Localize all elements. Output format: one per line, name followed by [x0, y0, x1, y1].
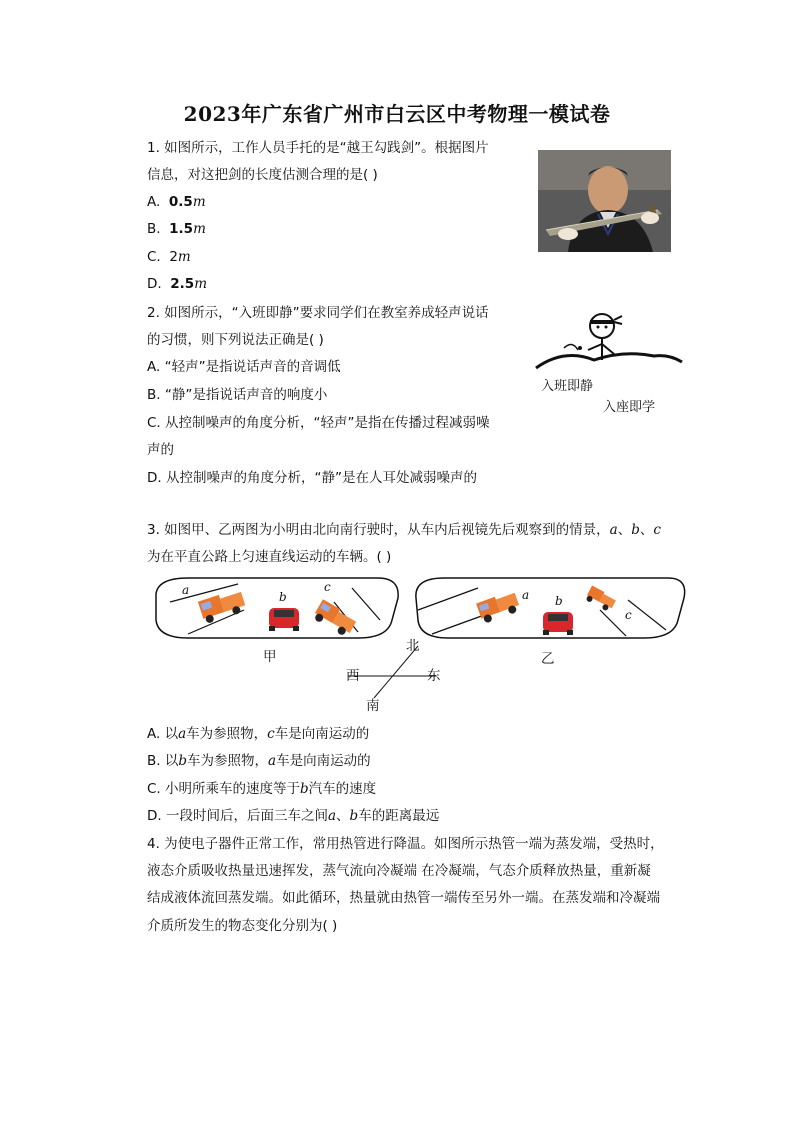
- q1-option-c-unit: m: [177, 249, 191, 265]
- q2-option-b: B. “静”是指说话声音的响度小: [147, 387, 328, 403]
- fig-yi-label-a: a: [522, 588, 530, 602]
- q3-d-post: 车的距离最远: [358, 808, 440, 824]
- compass-east: 东: [427, 668, 441, 684]
- q2-line-1: 2. 如图所示，“入班即静”要求同学们在教室养成轻声说话: [147, 305, 489, 321]
- fig-jia-label-c: c: [324, 580, 331, 594]
- q1-option-d: [147, 275, 207, 293]
- q3-line-1: [147, 521, 661, 539]
- q1-option-a-value: 0.5: [168, 194, 193, 210]
- q3-line-1-text: 3. 如图甲、乙两图为小明由北向南行驶时，从车内后视镜先后观察到的情景，: [147, 522, 610, 538]
- q3-a-var1: a: [178, 726, 187, 742]
- q3-c-post: 汽车的速度: [308, 781, 377, 797]
- q3-a-mid: 车为参照物，: [186, 726, 268, 742]
- q3-c-pre: C. 小明所乘车的速度等于: [147, 781, 301, 797]
- q3-b-post: 车是向南运动的: [276, 753, 371, 769]
- q4-line-4: 介质所发生的物态变化分别为( ): [147, 918, 338, 934]
- illustration-caption-1: 入班即静: [541, 379, 594, 394]
- q4-line-1: 4. 为使电子器件正常工作，常用热管进行降温。如图所示热管一端为蒸发端，受热时，: [147, 836, 664, 852]
- q2-option-d: D. 从控制噪声的角度分析，“静”是在人耳处减弱噪声的: [147, 470, 477, 486]
- q3-line-2: 为在平直公路上匀速直线运动的车辆。( ): [147, 549, 392, 565]
- q3-var-a: a: [609, 522, 618, 538]
- q3-option-b: [147, 752, 371, 770]
- q2-line-2: 的习惯，则下列说法正确是( ): [147, 332, 324, 348]
- page-title: 2023年广东省广州市白云区中考物理一模试卷: [183, 102, 611, 126]
- q1-option-a-letter: A.: [147, 194, 161, 210]
- compass-south: 南: [366, 698, 380, 714]
- q1-option-d-unit: m: [194, 276, 208, 292]
- fig-jia-label-a: a: [182, 583, 190, 597]
- q3-sep-2: 、: [639, 522, 654, 538]
- q1-option-b: [147, 220, 206, 238]
- compass-west: 西: [346, 668, 360, 684]
- fig-yi-caption: 乙: [541, 651, 555, 667]
- compass-north: 北: [406, 638, 420, 654]
- q1-option-b-letter: B.: [147, 221, 161, 237]
- q3-b-pre: B. 以: [147, 753, 179, 769]
- q3-option-c: [147, 780, 376, 798]
- q3-d-sep: 、: [336, 808, 350, 824]
- q1-option-c-value: 2: [169, 249, 178, 265]
- car-b-jia: [269, 608, 299, 631]
- q4-line-2: 液态介质吸收热量迅速挥发，蒸气流向冷凝端 在冷凝端，气态介质释放热量，重新凝: [147, 863, 651, 879]
- q1-option-b-unit: m: [193, 221, 206, 237]
- q2-option-c-line-1: C. 从控制噪声的角度分析，“轻声”是指在传播过程减弱噪: [147, 415, 490, 431]
- q3-option-d: [147, 807, 439, 825]
- sword-photo: [538, 150, 671, 252]
- q1-option-c: [147, 248, 191, 266]
- illustration-caption-2: 入座即学: [603, 400, 656, 415]
- sword-photo-drawing: [538, 150, 671, 252]
- fig-yi-label-b: b: [555, 594, 563, 608]
- q1-option-a: [147, 193, 206, 211]
- fig-jia-caption: 甲: [263, 649, 277, 665]
- q1-line-1: 1. 如图所示，工作人员手托的是“越王勾践剑”。根据图片: [147, 140, 489, 156]
- q1-option-d-value: 2.5: [170, 276, 195, 292]
- fig-jia-label-b: b: [279, 590, 287, 604]
- q3-c-var: b: [300, 781, 309, 797]
- q3-b-var1: b: [178, 753, 188, 769]
- q1-option-a-unit: m: [192, 194, 206, 210]
- q3-d-var1: a: [327, 808, 337, 824]
- q3-var-c: c: [653, 522, 661, 538]
- q3-b-mid: 车为参照物，: [187, 753, 269, 769]
- q4-line-3: 结成液体流回蒸发端。如此循环，热量就由热管一端传至另外一端。在蒸发端和冷凝端: [147, 890, 660, 906]
- q3-d-pre: D. 一段时间后，后面三车之间: [147, 808, 328, 824]
- q1-option-b-value: 1.5: [169, 221, 194, 237]
- q3-var-b: b: [631, 522, 640, 538]
- q2-option-a: A. “轻声”是指说话声音的音调低: [147, 359, 341, 375]
- fig-yi-label-c: c: [625, 608, 632, 622]
- q3-a-post: 车是向南运动的: [274, 726, 370, 742]
- quiet-classroom-illustration: [534, 310, 684, 380]
- car-b-yi: [543, 612, 573, 635]
- q3-d-var2: b: [349, 808, 359, 824]
- q3-sep-1: 、: [617, 522, 632, 538]
- q1-option-c-letter: C.: [147, 249, 161, 265]
- q3-a-pre: A. 以: [147, 726, 179, 742]
- q3-a-var2: c: [267, 726, 275, 742]
- q1-line-2: 信息，对这把剑的长度估测合理的是( ): [147, 167, 378, 183]
- q2-option-c-line-2: 声的: [147, 442, 174, 458]
- q1-option-d-letter: D.: [147, 276, 162, 292]
- q3-option-a: [147, 725, 369, 743]
- q3-b-var2: a: [268, 753, 277, 769]
